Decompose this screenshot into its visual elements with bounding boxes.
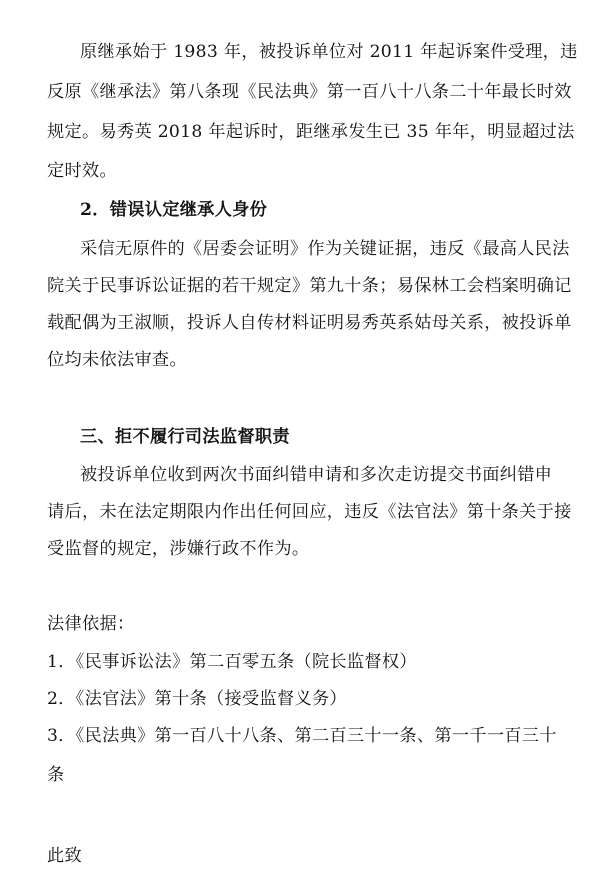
legal-item-3: 3．《民法典》第一百八十八条、第二百三十一条、第一千一百三十	[47, 726, 557, 746]
para2-line-3: 载配偶为王淑顺，投诉人自传材料证明易秀英系姑母关系，被投诉单	[47, 313, 572, 333]
legal-item-3-continued: 条	[47, 765, 65, 785]
para1-line-1: 原继承始于 1983 年，被投诉单位对 2011 年起诉案件受理，违	[80, 42, 578, 62]
para1-line-4: 定时效。	[47, 161, 117, 181]
para3-line-2: 请后，未在法定期限内作出任何回应，违反《法官法》第十条关于接	[47, 502, 572, 522]
para2-line-2: 院关于民事诉讼证据的若干规定》第九十条；易保林工会档案明确记	[47, 276, 572, 296]
legal-item-1: 1．《民事诉讼法》第二百零五条（院长监督权）	[47, 652, 417, 672]
section-heading-2: 2．错误认定继承人身份	[80, 200, 268, 220]
para2-line-1: 采信无原件的《居委会证明》作为关键证据，违反《最高人民法	[80, 239, 570, 259]
para3-line-3: 受监督的规定，涉嫌行政不作为。	[47, 539, 310, 559]
legal-item-2: 2．《法官法》第十条（接受监督义务）	[47, 689, 347, 709]
closing-text: 此致	[47, 846, 82, 866]
para2-line-4: 位均未依法审查。	[47, 350, 187, 370]
legal-basis-title: 法律依据：	[47, 614, 135, 634]
para1-line-3: 规定。易秀英 2018 年起诉时，距继承发生已 35 年年，明显超过法	[47, 122, 575, 142]
section-heading-3: 三、拒不履行司法监督职责	[80, 427, 290, 447]
para1-line-2: 反原《继承法》第八条现《民法典》第一百八十八条二十年最长时效	[47, 82, 572, 102]
para3-line-1: 被投诉单位收到两次书面纠错申请和多次走访提交书面纠错申	[80, 465, 553, 485]
